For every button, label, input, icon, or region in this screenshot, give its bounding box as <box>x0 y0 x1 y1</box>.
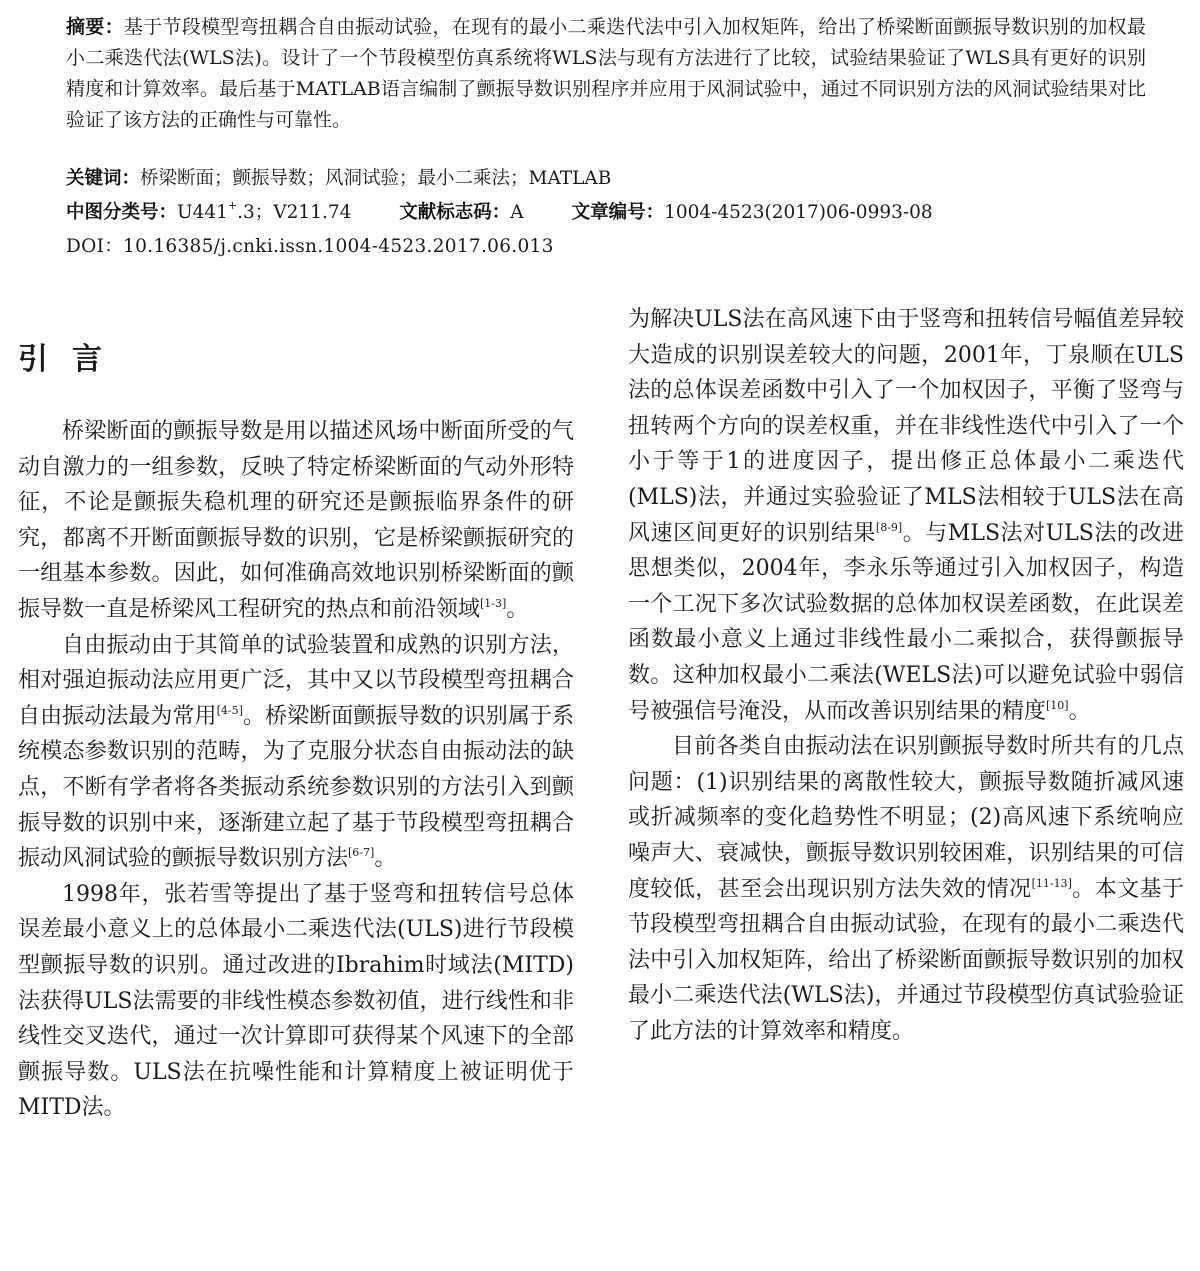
article-number-value: 1004-4523(2017)06-0993-08 <box>664 202 933 223</box>
paragraph-text: 桥梁断面的颤振导数是用以描述风场中断面所受的气动自激力的一组参数，反映了特定桥梁断面的气动外形特征，不论是颤振失稳机理的研究还是颤振临界条件的研究，都离不开断面颤振导数的识别，它是桥梁颤振研究的一组基本参数。因此，如何准确高效地识别桥梁断面的颤振导数一直是桥梁风工程研究的热点和前沿领域 <box>18 419 574 622</box>
citation: [4-5] <box>216 703 243 717</box>
classification-row <box>66 198 933 228</box>
paragraph <box>628 729 1184 1049</box>
paragraph-text: 1998年，张若雪等提出了基于竖弯和扭转信号总体误差最小意义上的总体最小二乘迭代法(ULS)进行节段模型颤振导数的识别。通过改进的Ibrahim时域法(MITD)法获得ULS法需要的非线性模态参数初值，进行线性和非线性交叉迭代，通过一次计算即可获得某个风速下的全部颤振导数。ULS法在抗噪性能和计算精度上被证明优于MITD法。 <box>18 881 574 1121</box>
paragraph-text: 。桥梁断面颤振导数的识别属于系统模态参数识别的范畴，为了克服分状态自由振动法的缺点，不断有学者将各类振动系统参数识别的方法引入到颤振导数的识别中来，逐渐建立起了基于节段模型弯扭耦合振动风洞试验的颤振导数识别方法 <box>18 703 574 872</box>
clc-number <box>66 199 352 223</box>
keywords <box>66 164 611 194</box>
article-number-label: 文章编号： <box>571 202 665 223</box>
abstract <box>66 12 1146 136</box>
citation: [10] <box>1046 698 1069 712</box>
keywords-text: 桥梁断面；颤振导数；风洞试验；最小二乘法；MATLAB <box>140 168 612 189</box>
paragraph-text: 目前各类自由振动法在识别颤振导数时所共有的几点问题：(1)识别结果的离散性较大，颤振导数随折减风速或折减频率的变化趋势性不明显；(2)高风速下系统响应噪声大、衰减快，颤振导数识别较困难，识别结果的可信度较低，甚至会出现识别方法失效的情况 <box>628 734 1184 902</box>
clc-value-sup: + <box>227 199 238 212</box>
paragraph <box>18 628 574 877</box>
paragraph-text: 。本文基于节段模型弯扭耦合自由振动试验，在现有的最小二乘迭代法中引入加权矩阵，给出了桥梁断面颤振导数识别的加权最小二乘迭代法(WLS法)，并通过节段模型仿真试验验证了此方法的计算效率和精度。 <box>628 876 1184 1044</box>
paragraph-end: 。 <box>506 596 529 622</box>
right-column <box>628 302 1184 1049</box>
paragraph-text: 。与MLS法对ULS法的改进思想类似，2004年，李永乐等通过引入加权因子，构造一个工况下多次试验数据的总体加权误差函数，在此误差函数最小意义上通过非线性最小二乘拟合，获得颤振导数。这种加权最小二乘法(WELS法)可以避免试验中弱信号被强信号淹没，从而改善识别结果的精度 <box>628 520 1184 724</box>
paragraph <box>18 877 574 1126</box>
document-code-value: A <box>510 202 524 223</box>
document-code-label: 文献标志码： <box>399 202 511 223</box>
clc-value-main: U441 <box>177 202 228 223</box>
section-heading: 引言 <box>18 342 126 377</box>
paragraph-continued <box>628 302 1184 729</box>
abstract-label: 摘要： <box>66 16 124 38</box>
abstract-text: 基于节段模型弯扭耦合自由振动试验，在现有的最小二乘迭代法中引入加权矩阵，给出了桥梁断面颤振导数识别的加权最小二乘迭代法(WLS法)。设计了一个节段模型仿真系统将WLS法与现有方法进行了比较，试验结果验证了WLS具有更好的识别精度和计算效率。最后基于MATLAB语言编制了颤振导数识别程序并应用于风洞试验中，通过不同识别方法的风洞试验结果对比验证了该方法的正确性与可靠性。 <box>66 16 1146 131</box>
citation: [11-13] <box>1031 876 1072 890</box>
citation: [8-9] <box>875 520 903 534</box>
paragraph-end: 。 <box>1068 698 1091 724</box>
clc-value-rest: .3；V211.74 <box>237 202 352 223</box>
left-column <box>18 414 574 1126</box>
clc-label: 中图分类号： <box>66 202 178 223</box>
article-number <box>572 202 933 223</box>
paragraph-text: 为解决ULS法在高风速下由于竖弯和扭转信号幅值差异较大造成的识别误差较大的问题，2001年，丁泉顺在ULS法的总体误差函数中引入了一个加权因子，平衡了竖弯与扭转两个方向的误差权重，并在非线性迭代中引入了一个小于等于1的进度因子，提出修正总体最小二乘迭代(MLS)法，并通过实验验证了MLS法相较于ULS法在高风速区间更好的识别结果 <box>628 307 1184 546</box>
paragraph-end: 。 <box>374 846 397 872</box>
citation: [6-7] <box>348 846 375 860</box>
citation: [1-3] <box>480 596 507 610</box>
document-code <box>399 202 523 223</box>
doi: DOI：10.16385/j.cnki.issn.1004-4523.2017.06.013 <box>66 236 554 257</box>
keywords-label: 关键词： <box>66 168 141 189</box>
paragraph-text: 自由振动由于其简单的试验装置和成熟的识别方法，相对强迫振动法应用更广泛，其中又以节段模型弯扭耦合自由振动法最为常用 <box>18 632 574 729</box>
paragraph <box>18 414 574 628</box>
